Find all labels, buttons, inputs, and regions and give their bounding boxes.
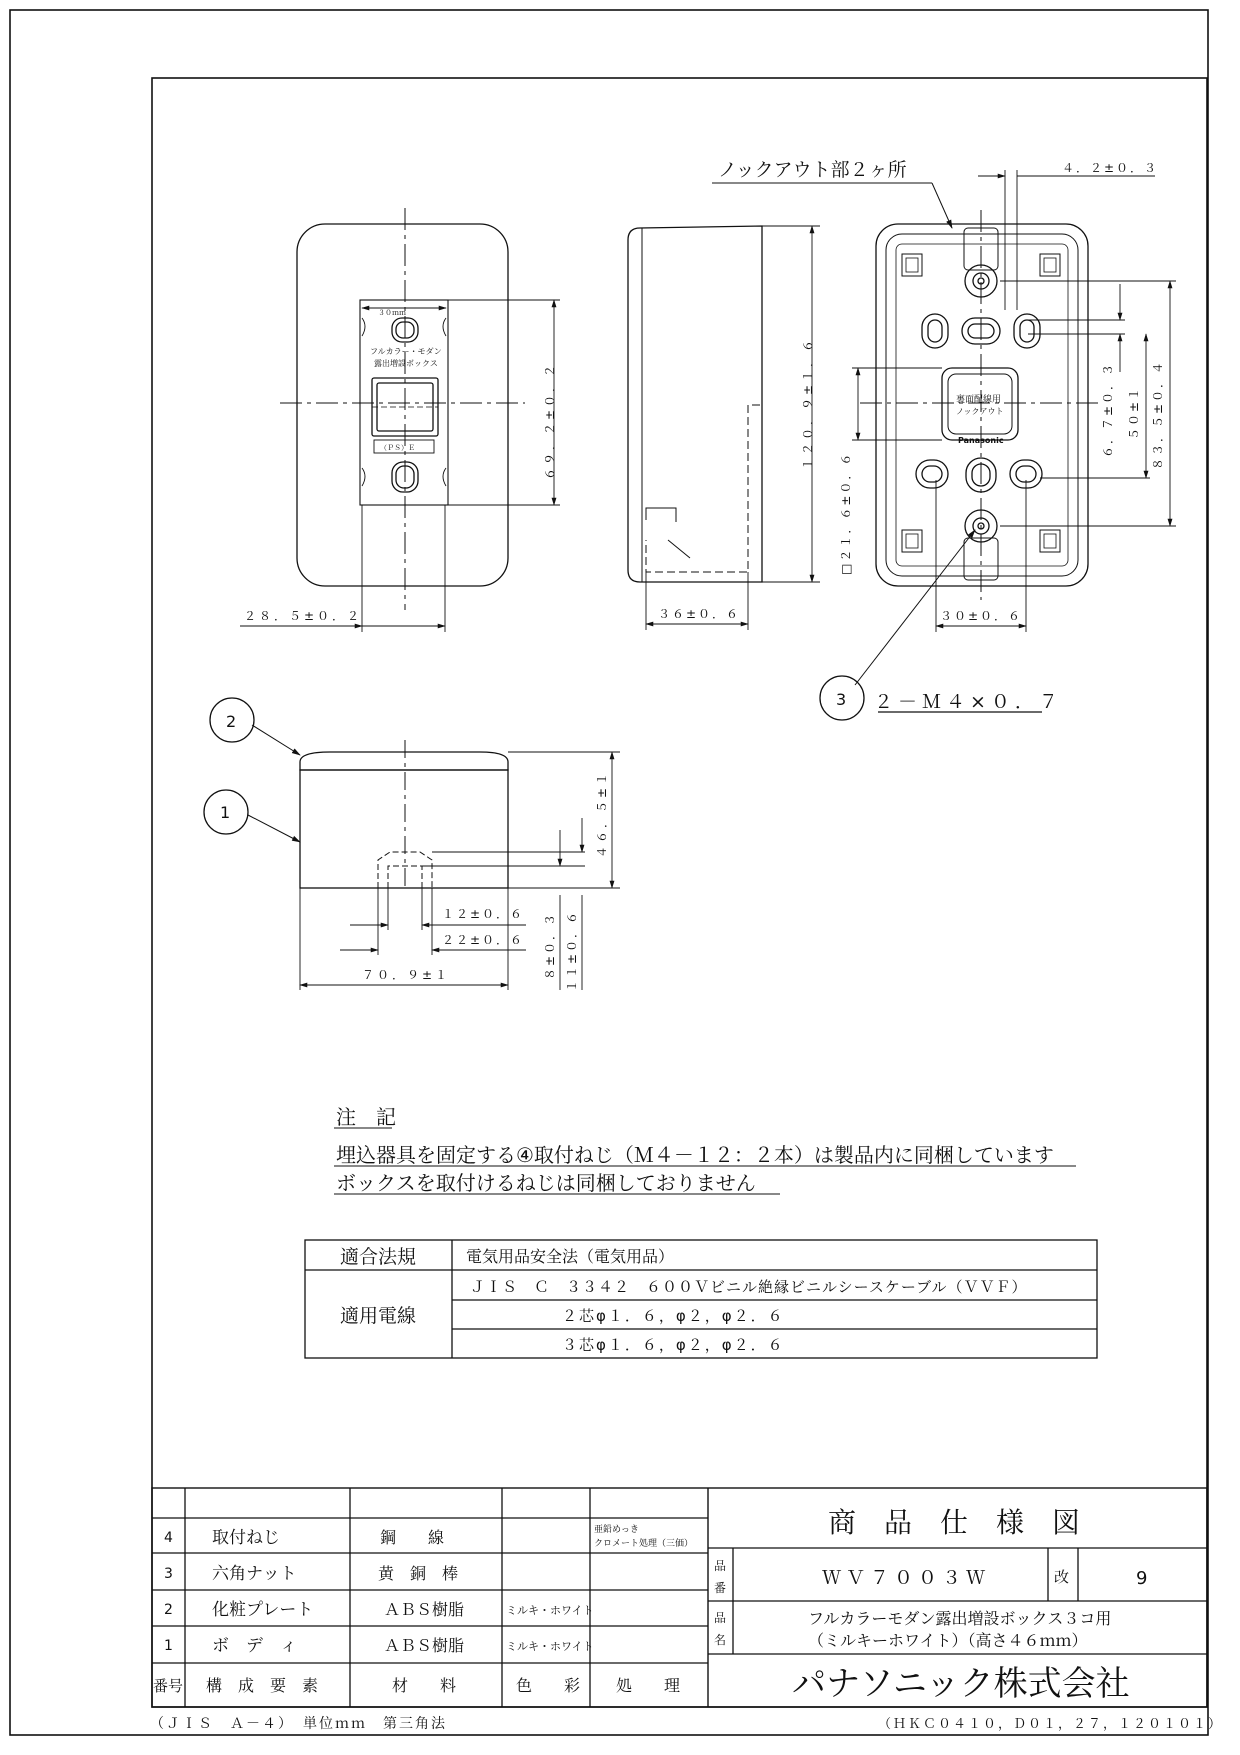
law-label: 適合法規 bbox=[340, 1246, 417, 1268]
dim-12: １２±０．６ bbox=[442, 907, 525, 921]
knockout-label: ノックアウト部２ヶ所 bbox=[718, 159, 907, 181]
part-no-1: 1 bbox=[164, 1638, 173, 1654]
callout-3: 3 bbox=[836, 690, 847, 709]
screw-spec: ２－Ｍ４×０．７ bbox=[874, 691, 1063, 713]
wire-label: 適用電線 bbox=[340, 1305, 417, 1327]
side-view bbox=[628, 226, 820, 630]
dim-69-2: ６９．２±０．２ bbox=[543, 361, 557, 480]
header-finish: 処 理 bbox=[616, 1676, 681, 1695]
wire-line-1: ＪＩＳ Ｃ ３３４２ ６００Ｖビニル絶縁ビニルシースケーブル（ＶＶＦ） bbox=[470, 1278, 1028, 1296]
dim-8: ８±０．３ bbox=[543, 911, 557, 980]
dim-120-9: １２０．９±１．６ bbox=[801, 336, 815, 470]
notes-line-1: 埋込器具を固定する④取付ねじ（Ｍ４－１２：２本）は製品内に同梱しています bbox=[336, 1143, 1054, 1167]
name-label-1: 品 bbox=[714, 1611, 727, 1625]
front-view bbox=[240, 208, 560, 632]
notes-line-2: ボックスを取付けるねじは同梱しておりません bbox=[336, 1171, 756, 1195]
part-material-3: 黄 銅 棒 bbox=[378, 1564, 459, 1583]
dim-11: １１±０．６ bbox=[565, 909, 579, 992]
part-no-4: 4 bbox=[164, 1530, 173, 1546]
dim-6-7: ６．７±０．３ bbox=[1101, 361, 1115, 458]
callout-1: 1 bbox=[220, 803, 231, 822]
plate-ps: （ＰＳ）Ｅ bbox=[380, 444, 415, 452]
part-name-1: ボ デ ィ bbox=[212, 1636, 297, 1656]
bottom-view bbox=[204, 676, 864, 990]
dim-30: ３０±０．６ bbox=[940, 609, 1023, 623]
part-name-4: 取付ねじ bbox=[212, 1528, 280, 1548]
model-label-1: 品 bbox=[714, 1559, 727, 1573]
part-name-2: 化粧プレート bbox=[212, 1600, 314, 1620]
part-material-2: ＡＢＳ樹脂 bbox=[384, 1600, 465, 1619]
part-material-4: 鋼 線 bbox=[380, 1528, 445, 1547]
product-name-2: （ミルキーホワイト）（高さ４６ｍｍ） bbox=[808, 1631, 1088, 1650]
part-finish-4b: クロメート処理（三価） bbox=[594, 1539, 694, 1549]
part-no-3: 3 bbox=[164, 1566, 173, 1582]
doc-title: 商 品 仕 様 図 bbox=[828, 1506, 1081, 1539]
model-number: ＷＶ７００３Ｗ bbox=[822, 1567, 991, 1589]
dim-28-5: ２８．５±０．２ bbox=[244, 609, 363, 623]
footer-left: （ＪＩＳ Ａ－４） 単位ｍｍ 第三角法 bbox=[150, 1716, 447, 1732]
wire-line-2: ２芯φ１．６，φ２，φ２．６ bbox=[562, 1307, 785, 1325]
model-label-2: 番 bbox=[714, 1581, 727, 1595]
rev-number: 9 bbox=[1136, 1568, 1148, 1589]
product-name-1: フルカラーモダン露出増設ボックス３コ用 bbox=[808, 1609, 1112, 1628]
company-name: パナソニック株式会社 bbox=[792, 1664, 1130, 1704]
outer-border bbox=[10, 10, 1208, 1735]
rev-label: 改 bbox=[1054, 1568, 1070, 1586]
law-value: 電気用品安全法（電気用品） bbox=[466, 1247, 675, 1266]
part-finish-4a: 亜鉛めっき bbox=[594, 1525, 639, 1535]
plate-label-2: 露出増設ボックス bbox=[374, 359, 438, 368]
dim-70-9: ７０．９±１ bbox=[362, 968, 451, 982]
part-name-3: 六角ナット bbox=[212, 1564, 297, 1584]
dim-22: ２２±０．６ bbox=[442, 933, 525, 947]
name-label-2: 名 bbox=[714, 1633, 727, 1647]
footer-right: （ＨＫＣ０４１０，Ｄ０１，２７，１２０１０１） bbox=[878, 1717, 1224, 1732]
plate-label-1: フルカラー・モダン bbox=[370, 347, 442, 356]
dim-46-5: ４６．５±１ bbox=[595, 769, 609, 858]
back-label-1: 裏面配線用 bbox=[956, 395, 1002, 405]
part-color-1: ミルキ・ホワイト bbox=[506, 1640, 594, 1653]
notes-title: 注 記 bbox=[336, 1105, 396, 1129]
inner-frame bbox=[152, 78, 1207, 1707]
header-color: 色 彩 bbox=[516, 1676, 581, 1695]
dim-50: ５０±１ bbox=[1127, 385, 1141, 440]
header-material: 材 料 bbox=[392, 1676, 457, 1695]
wire-line-3: ３芯φ１．６，φ２，φ２．６ bbox=[562, 1336, 785, 1354]
dim-4-2: ４．２±０．３ bbox=[1062, 161, 1159, 175]
dim-30mm: ３０ｍｍ bbox=[378, 309, 406, 317]
part-color-2: ミルキ・ホワイト bbox=[506, 1604, 594, 1617]
part-no-2: 2 bbox=[164, 1602, 173, 1618]
back-label-2: ノックアウト bbox=[956, 407, 1004, 416]
header-name: 構 成 要 素 bbox=[206, 1676, 319, 1695]
callout-2: 2 bbox=[226, 712, 237, 731]
brand-small: Panasonic bbox=[958, 436, 1004, 445]
dim-21-6: □２１．６±０．６ bbox=[839, 451, 853, 575]
part-material-1: ＡＢＳ樹脂 bbox=[384, 1636, 465, 1655]
header-no: 番号 bbox=[153, 1677, 184, 1695]
dim-83-5: ８３．５±０．４ bbox=[1151, 359, 1165, 470]
dim-36: ３６±０．６ bbox=[658, 607, 741, 621]
